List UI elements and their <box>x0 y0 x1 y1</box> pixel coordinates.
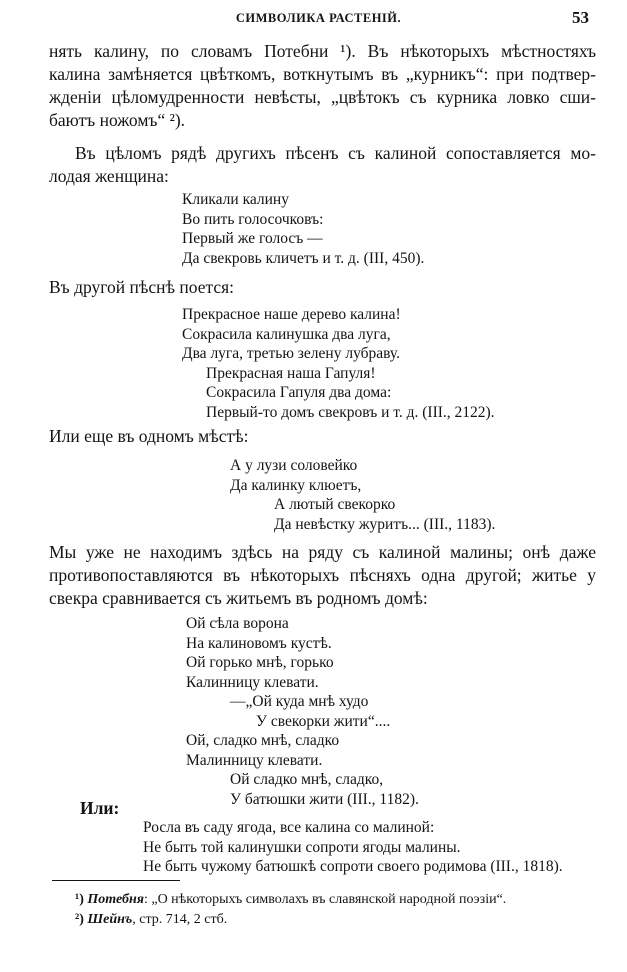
footnote-author: Шейнъ <box>87 912 133 927</box>
text-line: свекра сравнивается съ житьемъ въ родномъ домѣ: <box>49 588 428 608</box>
verse-line: Росла въ саду ягода, все калина со малиной: <box>143 819 435 836</box>
verse-line: Ой, сладко мнѣ, сладко <box>186 732 340 749</box>
verse-line: Первый-то домъ свекровъ и т. д. (III., 2122). <box>206 403 495 421</box>
footnote-mark: ²) <box>75 912 84 927</box>
verse-line: Прекрасная наша Гапуля! <box>206 364 376 382</box>
page-number: 53 <box>572 8 589 27</box>
verse-line: Сокрасила калинушка два луга, <box>182 325 391 343</box>
verse-line: —„Ой куда мнѣ худо <box>230 693 369 710</box>
verse-line: Ой горько мнѣ, горько <box>186 654 334 671</box>
text-line: Или еще въ одномъ мѣстѣ: <box>49 426 249 446</box>
verse-line: Калинницу клевати. <box>186 673 319 691</box>
footnote-mark: ¹) <box>75 892 84 907</box>
running-title: СИМВОЛИКА РАСТЕНІЙ. <box>235 11 402 25</box>
footnote-1 <box>75 890 506 910</box>
footnote-author: Потебня <box>87 892 144 907</box>
verse-line: Кликали калину <box>182 191 289 208</box>
text-line: калина замѣняется цвѣткомъ, воткнутымъ въ „курникъ“: при подтвер- <box>49 64 596 84</box>
verse-line: Два луга, третью зелену лубраву. <box>182 345 400 362</box>
paragraph-6 <box>80 797 627 820</box>
verse-line: Ой сладко мнѣ, сладко, <box>230 771 384 788</box>
verse-line: Малинницу клевати. <box>186 751 323 769</box>
paragraph-4 <box>49 425 596 448</box>
footnote-text: : „О нѣкоторыхъ символахъ въ славянской народной поэзіи“. <box>143 892 507 907</box>
verse-line: Да свекровь кличетъ и т. д. (III, 450). <box>182 249 425 267</box>
text-line: Въ цѣломъ рядѣ другихъ пѣсенъ съ калиной сопоставляется мо- <box>75 143 596 163</box>
verse-3 <box>230 456 495 534</box>
text-line: Въ другой пѣснѣ поется: <box>49 277 235 297</box>
verse-line: А у лузи соловейко <box>230 457 358 474</box>
text-line: жденіи цѣломудренности невѣсты, „цвѣтокъ съ курника ловко сши- <box>49 87 596 107</box>
footnote-2 <box>75 910 506 930</box>
verse-line: Первый же голосъ — <box>182 230 323 247</box>
verse-line: А лютый свекорко <box>274 496 396 513</box>
verse-line: Ой сѣла ворона <box>186 615 289 632</box>
verse-line: На калиновомъ кустѣ. <box>186 634 332 652</box>
paragraph-2 <box>49 142 596 188</box>
text-line: нять калину, по словамъ Потебни ¹). Въ нѣкоторыхъ мѣстностяхъ <box>49 41 596 61</box>
paragraph-3 <box>49 276 596 299</box>
verse-line: Прекрасное наше дерево калина! <box>182 306 401 323</box>
text-line: баютъ ножомъ“ ²). <box>49 110 186 130</box>
verse-4 <box>186 614 419 809</box>
verse-line: У свекорки жити“.... <box>256 712 391 730</box>
verse-line: Сокрасила Гапуля два дома: <box>206 384 392 401</box>
text-line: лодая женщина: <box>49 166 169 186</box>
footnote-divider <box>52 880 180 881</box>
verse-line: Не быть той калинушки сопроти ягоды малины. <box>143 838 461 856</box>
verse-5 <box>143 818 563 877</box>
verse-1 <box>182 190 424 268</box>
verse-line: Не быть чужому батюшкѣ сопроти своего родимова (III., 1818). <box>143 858 563 875</box>
paragraph-5 <box>49 541 596 610</box>
verse-line: Во пить голосочковъ: <box>182 210 324 228</box>
text-line: противопоставляются въ нѣкоторыхъ пѣсняхъ одна другой; житье у <box>49 565 596 585</box>
footnote-text: , стр. 714, 2 стб. <box>132 912 228 927</box>
paragraph-1 <box>49 40 596 132</box>
text-line: Мы уже не находимъ здѣсь на ряду съ калиной малины; онѣ даже <box>49 542 596 562</box>
verse-2 <box>182 305 495 422</box>
page-header <box>48 8 589 30</box>
text-line: Или: <box>80 798 120 818</box>
verse-line: Да невѣстку журитъ... (III., 1183). <box>274 515 496 533</box>
verse-line: У батюшки жити (III., 1182). <box>230 790 419 808</box>
verse-line: Да калинку клюетъ, <box>230 476 362 494</box>
footnotes <box>75 890 506 930</box>
